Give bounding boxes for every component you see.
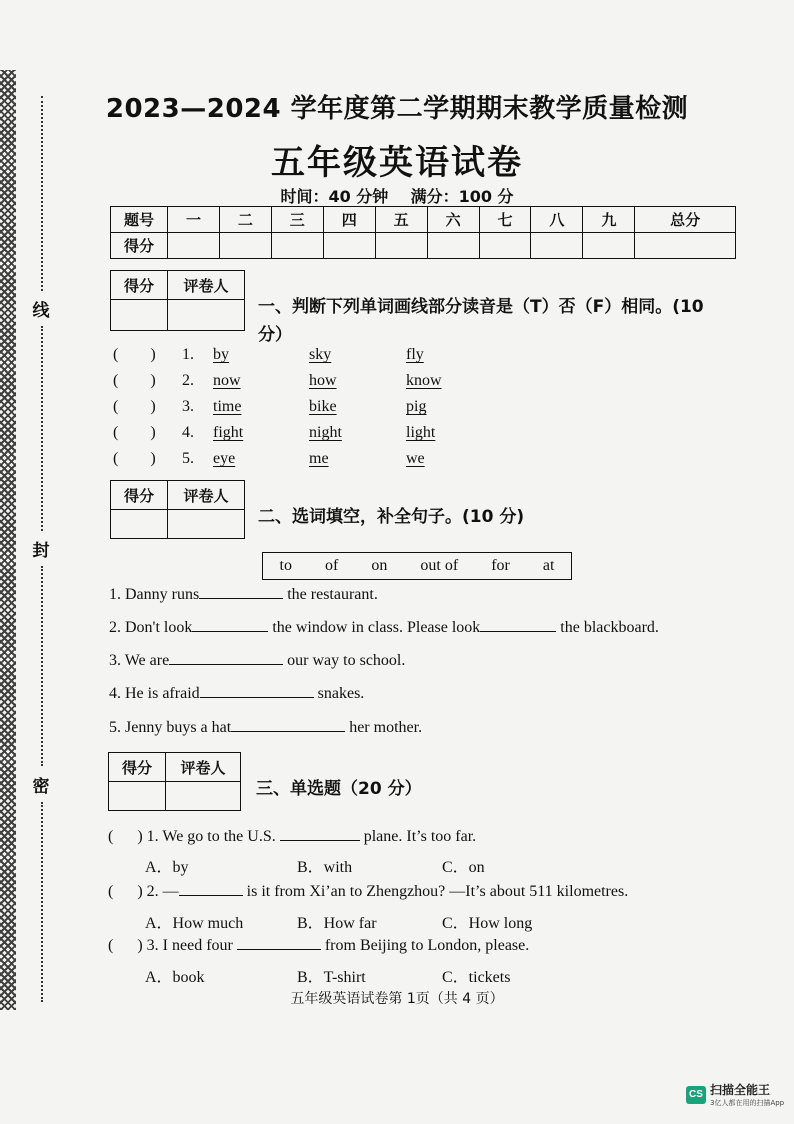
word-2: me [309,450,329,467]
list-item [113,450,425,468]
answer-paren[interactable]: ( ) [113,372,156,389]
option-c[interactable]: C．How long [442,915,533,932]
question-stem: 1. We go to the U.S. [146,828,276,845]
word-bank-box [262,552,572,580]
option-b[interactable]: B．How far [297,915,377,932]
score-table-cell: 四 [323,207,375,233]
grader-box [110,270,245,331]
question-stem: plane. It’s too far. [363,828,477,845]
section2-heading: 二、选词填空，补全句子。(10 分) [258,507,525,527]
word-bank-item: at [542,557,555,574]
answer-blank[interactable] [280,840,360,841]
fill-sentence [109,719,422,737]
grader-name-input[interactable] [166,782,241,811]
word-1: by [213,346,229,363]
section1-heading-cont: 分） [258,325,292,345]
word-bank-item: of [325,557,339,574]
item-number: 3. [182,398,194,415]
sentence-text: snakes. [317,685,365,702]
answer-blank[interactable] [179,895,243,896]
mcq-options [145,854,545,876]
word-1: now [213,372,241,389]
sentence-text: 4. He is afraid [109,685,200,702]
mcq-question [108,828,476,846]
answer-paren[interactable]: ( ) [108,883,143,900]
list-item [113,424,436,442]
score-input-cell[interactable] [531,233,583,259]
binding-char-mi: 密 [30,772,52,797]
mcq-options [145,910,565,932]
score-input-cell[interactable] [271,233,323,259]
score-input-cell[interactable] [219,233,271,259]
item-number: 4. [182,424,194,441]
score-input-cell[interactable] [168,233,220,259]
score-table-cell: 五 [375,207,427,233]
option-b[interactable]: B．with [297,859,353,876]
sentence-text: 2. Don't look [109,619,193,636]
sentence-text: the blackboard. [560,619,659,636]
binding-char-feng: 封 [30,536,52,561]
option-c[interactable]: C．tickets [442,969,511,986]
fill-sentence [109,619,659,637]
sentence-text: the restaurant. [287,586,378,603]
word-bank-item: to [279,557,292,574]
grader-name-label: 评卷人 [166,753,241,782]
score-table-cell: 三 [271,207,323,233]
word-bank-item: on [371,557,388,574]
sentence-text: her mother. [349,719,423,736]
grader-score-label: 得分 [111,481,168,510]
mcq-options [145,964,565,986]
exam-title: 2023—2024 学年度第二学期期末教学质量检测 [105,94,689,124]
sentence-text: 5. Jenny buys a hat [109,719,232,736]
question-stem: 3. I need four [146,937,233,954]
score-table-cell: 得分 [111,233,168,259]
score-input-cell[interactable] [323,233,375,259]
binding-strip-pattern [0,70,16,1010]
score-table-header-row [111,207,736,233]
sentence-text: 3. We are [109,652,170,669]
option-a[interactable]: A．How much [145,915,244,932]
word-3: pig [406,398,427,415]
section1-list [113,346,533,476]
answer-paren[interactable]: ( ) [108,828,143,845]
word-3: fly [406,346,424,363]
score-table-cell: 总分 [635,207,736,233]
grader-name-input[interactable] [168,300,245,331]
word-1: fight [213,424,244,441]
sentence-text: 1. Danny runs [109,586,200,603]
score-table-cell: 题号 [111,207,168,233]
grader-box [110,480,245,539]
answer-blank[interactable] [192,631,268,632]
score-table-cell: 六 [427,207,479,233]
scanner-name: 扫描全能王 [710,1083,771,1097]
word-3: we [406,450,425,467]
score-table-cell: 八 [531,207,583,233]
grader-score-input[interactable] [111,300,168,331]
word-1: time [213,398,242,415]
answer-blank[interactable] [480,631,556,632]
exam-subtitle: 五年级英语试卷 [271,143,523,183]
score-input-cell[interactable] [375,233,427,259]
grader-box [108,752,241,811]
answer-paren[interactable]: ( ) [108,937,143,954]
scanner-logo-icon: CS [686,1086,706,1104]
word-3: light [406,424,436,441]
word-1: eye [213,450,236,467]
question-stem: is it from Xi’an to Zhengzhou? —It’s about 511 kilometres. [246,883,629,900]
score-table-cell: 九 [583,207,635,233]
score-table-cell: 一 [168,207,220,233]
answer-paren[interactable]: ( ) [113,424,156,441]
answer-paren[interactable]: ( ) [113,450,156,467]
grader-score-input[interactable] [109,782,166,811]
item-number: 2. [182,372,194,389]
option-c[interactable]: C．on [442,859,485,876]
option-a[interactable]: A．book [145,969,205,986]
section1-heading: 一、判断下列单词画线部分读音是（T）否（F）相同。(10 [258,297,704,317]
item-number: 5. [182,450,194,467]
grader-score-label: 得分 [109,753,166,782]
mcq-question [108,883,628,901]
exam-time-info: 时间：40 分钟 满分：100 分 [280,187,514,206]
grader-name-input[interactable] [168,510,245,539]
answer-blank[interactable] [169,664,283,665]
binding-char-xian: 线 [30,296,52,321]
sentence-text: our way to school. [287,652,406,669]
grader-score-input[interactable] [111,510,168,539]
option-b[interactable]: B．T-shirt [297,969,366,986]
fill-sentence [109,652,405,670]
binding-dotted-line [41,802,43,1002]
binding-dotted-line [41,566,43,766]
score-table-cell: 七 [479,207,531,233]
mcq-question [108,937,529,955]
scanner-tagline: 3亿人都在用的扫描App [710,1099,785,1107]
binding-dotted-line [41,326,43,531]
score-input-cell[interactable] [635,233,736,259]
section3-heading: 三、单选题（20 分） [256,779,422,799]
fill-sentence [109,586,378,604]
word-3: know [406,372,442,389]
list-item [113,346,424,364]
sentence-text: the window in class. Please look [272,619,481,636]
page-footer: 五年级英语试卷第 1页（共 4 页） [290,991,504,1007]
word-2: bike [309,398,337,415]
word-bank-item: for [491,557,510,574]
word-2: night [309,424,342,441]
question-stem: 2. — [146,883,179,900]
score-input-cell[interactable] [583,233,635,259]
question-stem: from Beijing to London, please. [324,937,530,954]
word-bank-item: out of [420,557,459,574]
answer-blank[interactable] [237,949,321,950]
list-item [113,398,427,416]
score-input-cell[interactable] [479,233,531,259]
answer-blank[interactable] [199,598,283,599]
grader-name-label: 评卷人 [168,271,245,300]
score-input-cell[interactable] [427,233,479,259]
word-2: how [309,372,337,389]
grader-score-label: 得分 [111,271,168,300]
grader-name-label: 评卷人 [168,481,245,510]
answer-blank[interactable] [231,731,345,732]
scanner-watermark [686,1081,784,1108]
option-a[interactable]: A．by [145,859,189,876]
fill-sentence [109,685,364,703]
list-item [113,372,442,390]
score-table-score-row [111,233,736,259]
item-number: 1. [182,346,194,363]
answer-paren[interactable]: ( ) [113,346,156,363]
score-table-cell: 二 [219,207,271,233]
word-2: sky [309,346,332,363]
score-table [110,206,736,259]
answer-paren[interactable]: ( ) [113,398,156,415]
answer-blank[interactable] [200,697,314,698]
